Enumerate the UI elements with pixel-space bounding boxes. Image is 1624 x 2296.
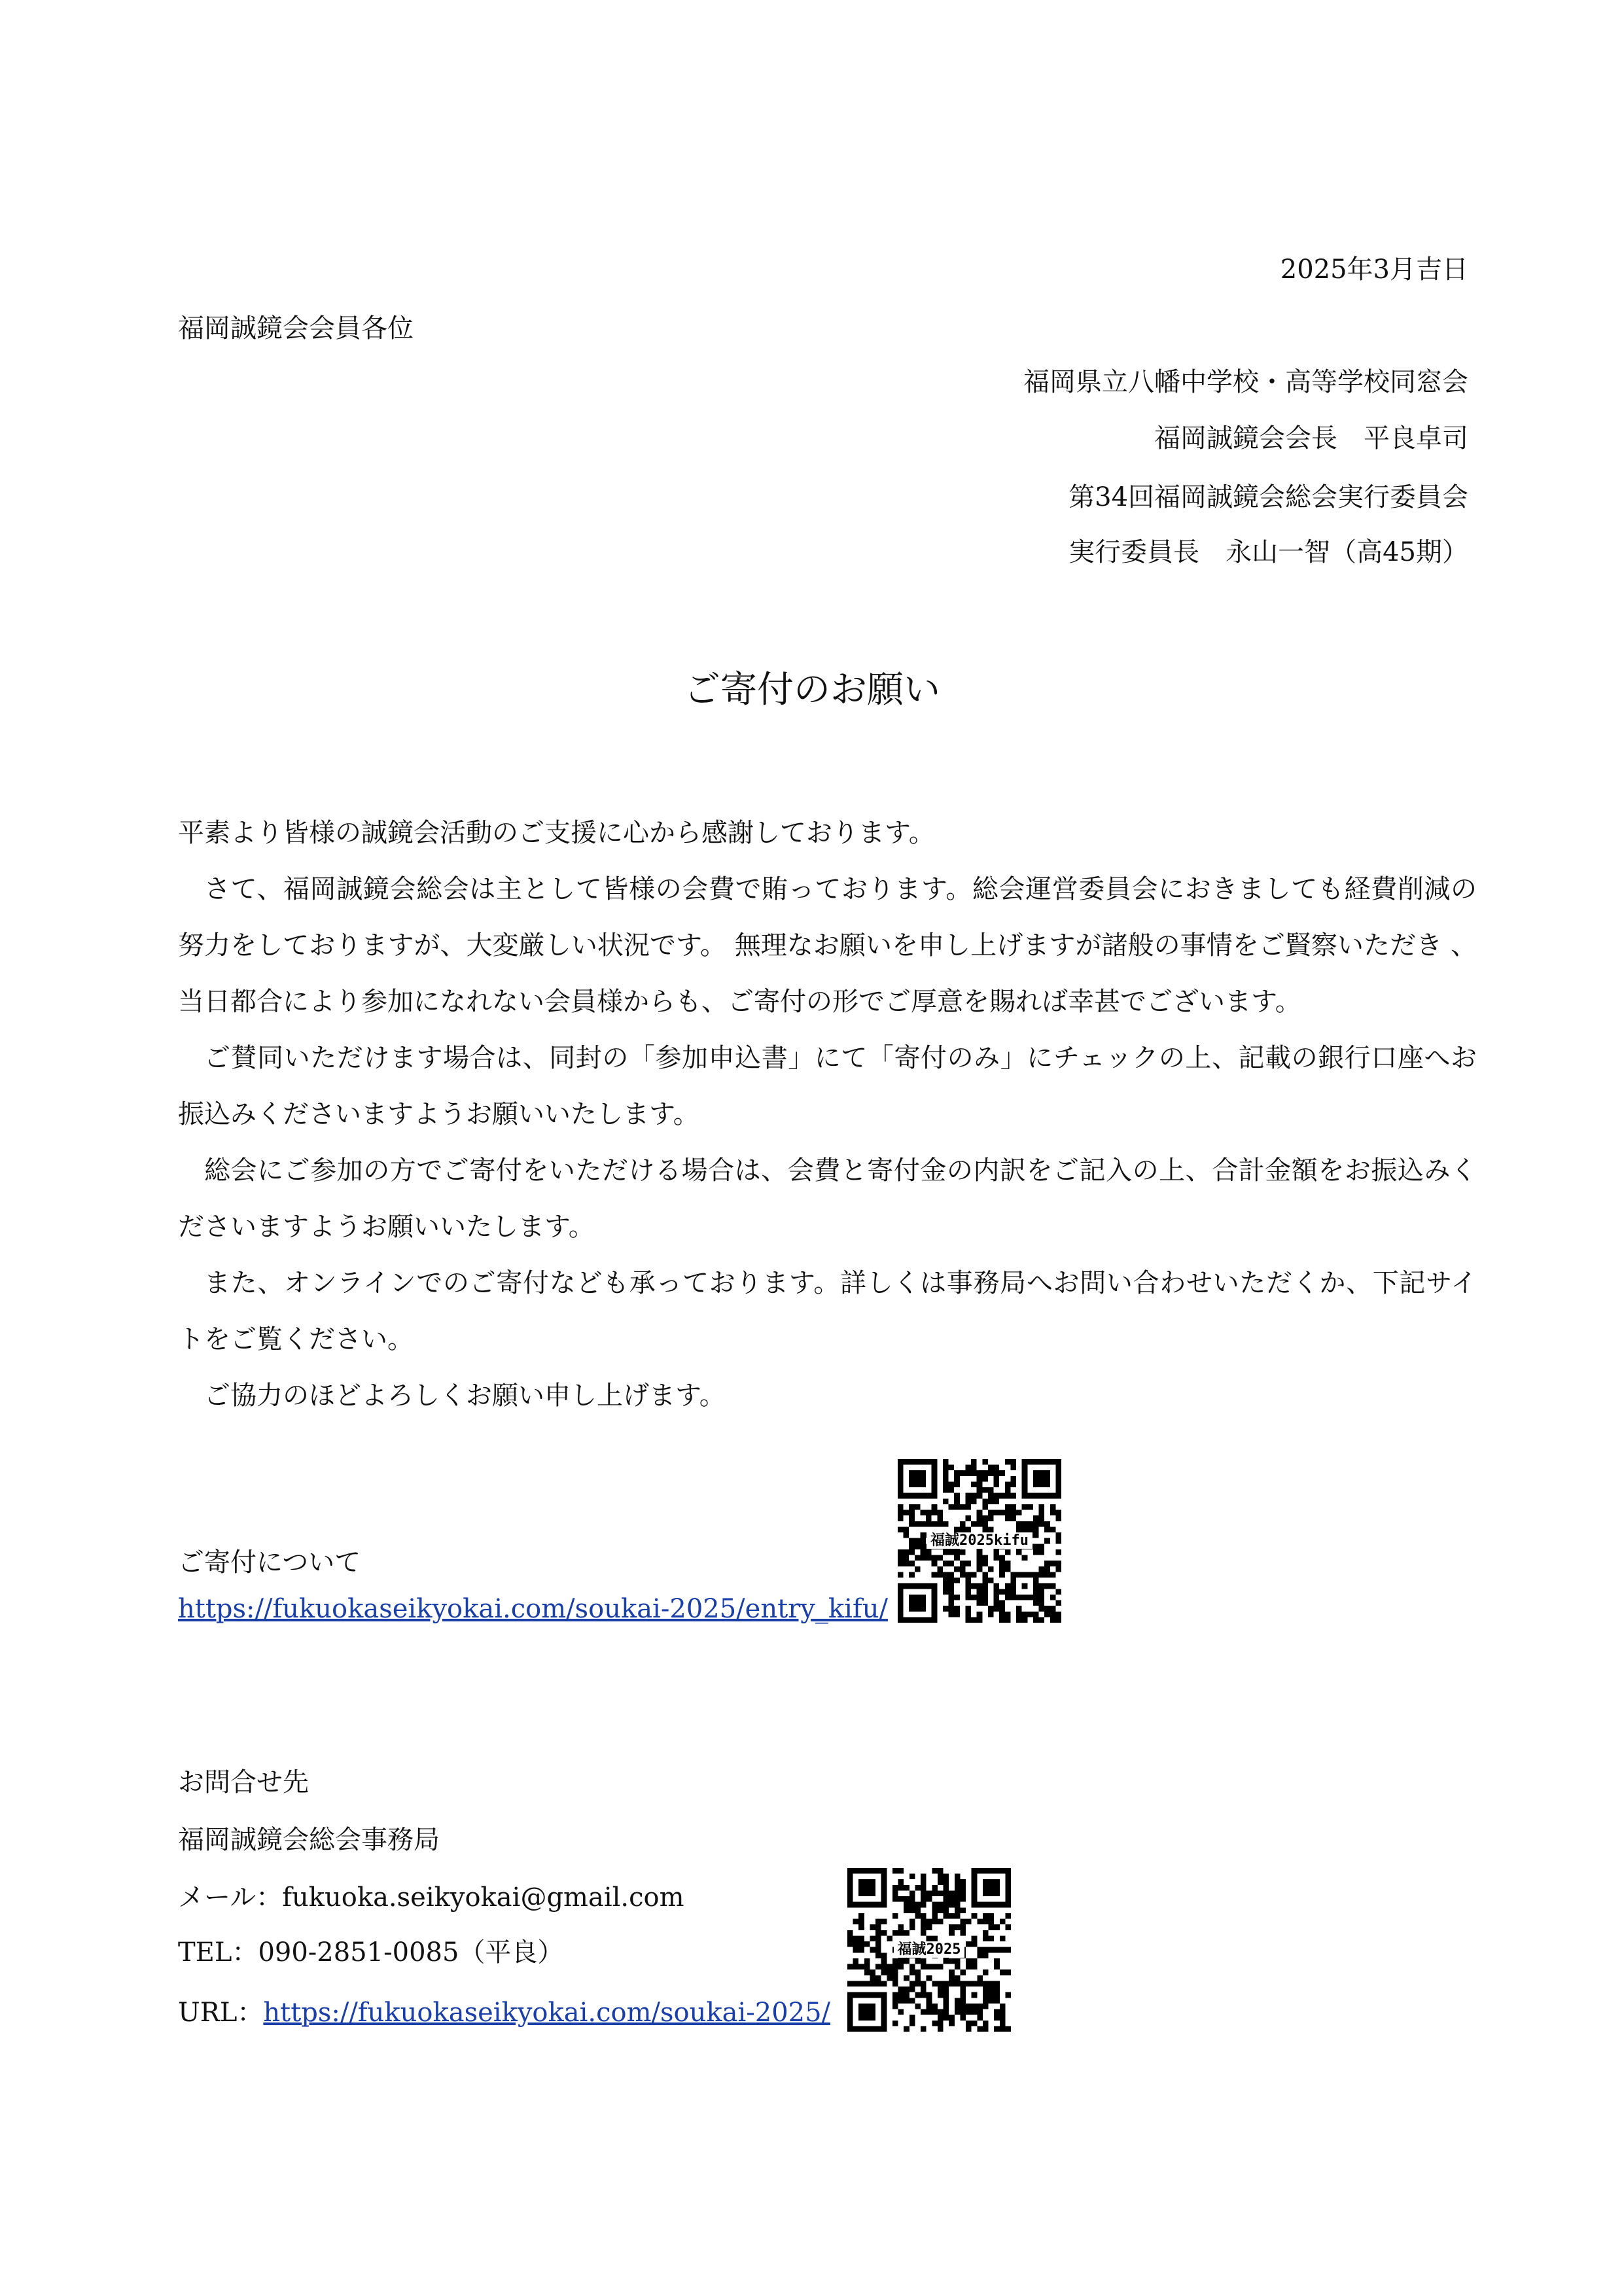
sender-chairperson: 実行委員長 永山一智（高45期） — [1068, 537, 1468, 567]
contact-url-line — [178, 1992, 830, 2029]
body-paragraph: また、オンラインでのご寄付なども承っております。詳しくは事務局へお問い合わせいただくか、下記サイトをご覧ください。 — [178, 1268, 1477, 1354]
contact-email: メール：fukuoka.seikyokai@gmail.com — [178, 1882, 684, 1913]
letter-date: 2025年3月吉日 — [1280, 255, 1468, 285]
letter-title: ご寄付のお願い — [684, 669, 940, 711]
contact-qr-code — [847, 1868, 1011, 2032]
letter-body — [178, 805, 1477, 1424]
contact-office: 福岡誠鏡会総会事務局 — [178, 1825, 440, 1855]
contact-qr-label: 福誠2025 — [894, 1941, 965, 1958]
donation-link[interactable]: https://fukuokaseikyokai.com/soukai-2025/entry_kifu/ — [178, 1594, 888, 1624]
contact-url-prefix: URL： — [178, 1998, 264, 2028]
sender-president: 福岡誠鏡会会長 平良卓司 — [1154, 423, 1468, 453]
contact-url-link[interactable]: https://fukuokaseikyokai.com/soukai-2025/ — [263, 1998, 831, 2028]
sender-organization: 福岡県立八幡中学校・高等学校同窓会 — [1023, 367, 1468, 397]
body-paragraph: 平素より皆様の誠鏡会活動のご支援に心から感謝しております。 — [178, 818, 935, 848]
body-paragraph: ご協力のほどよろしくお願い申し上げます。 — [204, 1381, 726, 1411]
sender-committee: 第34回福岡誠鏡会総会実行委員会 — [1068, 482, 1468, 512]
contact-heading: お問合せ先 — [178, 1767, 309, 1797]
contact-tel: TEL：090-2851-0085（平良） — [178, 1937, 564, 1968]
donation-label: ご寄付について — [178, 1547, 361, 1578]
recipient: 福岡誠鏡会会員各位 — [178, 313, 414, 344]
donation-qr-code — [898, 1459, 1061, 1623]
donation-qr-label: 福誠2025kifu — [927, 1532, 1033, 1549]
body-paragraph: ご賛同いただけます場合は、同封の「参加申込書」にて「寄付のみ」にチェックの上、記載の銀行口座へお振込みくださいますようお願いいたします。 — [178, 1043, 1477, 1129]
body-paragraph: 総会にご参加の方でご寄付をいただける場合は、会費と寄付金の内訳をご記入の上、合計金額をお振込みくださいますようお願いいたします。 — [178, 1156, 1477, 1242]
body-paragraph: さて、福岡誠鏡会総会は主として皆様の会費で賄っております。総会運営委員会におきましても経費削減の努力をしておりますが、大変厳しい状況です。 無理なお願いを申し上げますが諸般の事情をご賢察いただき 、当日都合により参加になれない会員様からも、ご寄付の形でご厚意を賜れば幸甚でございます。 — [178, 874, 1477, 1017]
